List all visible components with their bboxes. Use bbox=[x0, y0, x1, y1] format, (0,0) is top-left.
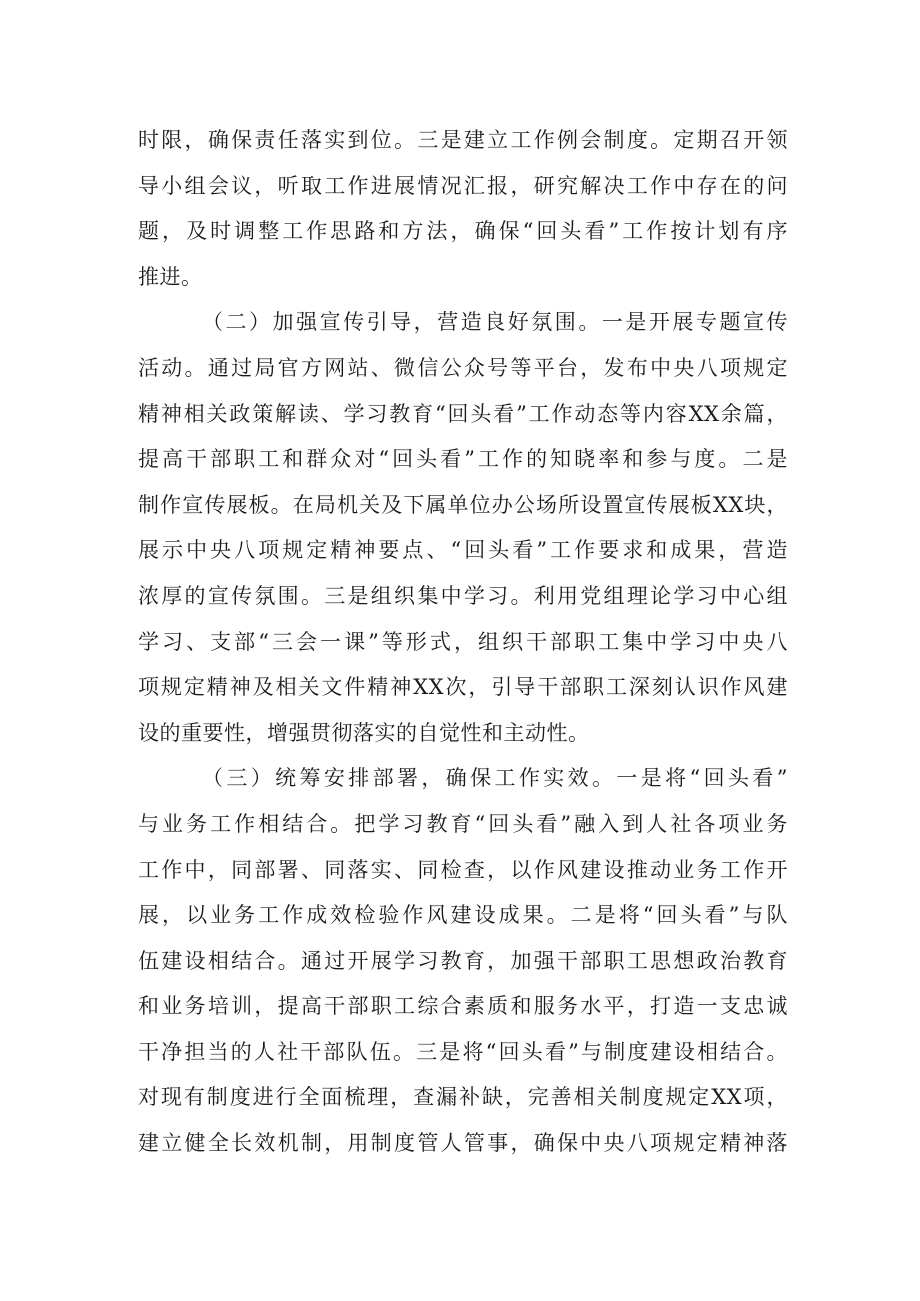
paragraph-line: 浓厚的宣传氛围。三是组织集中学习。利用党组理论学习中心组 bbox=[138, 583, 788, 608]
paragraph-line: 项规定精神及相关文件精神XX次，引导干部职工深刻认识作风建 bbox=[138, 675, 788, 700]
paragraph-line: 推进。 bbox=[138, 264, 203, 289]
paragraph-line: 题，及时调整工作思路和方法，确保“回头看”工作按计划有序 bbox=[138, 219, 788, 244]
paragraph-line: 活动。通过局官方网站、微信公众号等平台，发布中央八项规定 bbox=[138, 355, 788, 380]
paragraph-line: 精神相关政策解读、学习教育“回头看”工作动态等内容XX余篇， bbox=[138, 401, 788, 426]
paragraph-line: 干净担当的人社干部队伍。三是将“回头看”与制度建设相结合。 bbox=[138, 1039, 788, 1064]
paragraph-heading-line: （三）统筹安排部署，确保工作实效。一是将“回头看” bbox=[202, 766, 788, 791]
paragraph-line: 提高干部职工和群众对“回头看”工作的知晓率和参与度。二是 bbox=[138, 447, 788, 472]
paragraph-heading-line: （二）加强宣传引导，营造良好氛围。一是开展专题宣传 bbox=[202, 310, 788, 335]
document-body bbox=[138, 118, 788, 1167]
paragraph-line: 导小组会议，听取工作进展情况汇报，研究解决工作中存在的问 bbox=[138, 173, 788, 198]
paragraph-line: 与业务工作相结合。把学习教育“回头看”融入到人社各项业务 bbox=[138, 811, 788, 836]
paragraph-line: 和业务培训，提高干部职工综合素质和服务水平，打造一支忠诚 bbox=[138, 994, 788, 1019]
paragraph-line: 建立健全长效机制，用制度管人管事，确保中央八项规定精神落 bbox=[138, 1131, 788, 1156]
paragraph-line: 展，以业务工作成效检验作风建设成果。二是将“回头看”与队 bbox=[138, 903, 788, 928]
paragraph-line: 展示中央八项规定精神要点、“回头看”工作要求和成果，营造 bbox=[138, 538, 788, 563]
paragraph-line: 时限，确保责任落实到位。三是建立工作例会制度。定期召开领 bbox=[138, 128, 788, 152]
paragraph-line: 工作中，同部署、同落实、同检查，以作风建设推动业务工作开 bbox=[138, 857, 788, 882]
paragraph-line: 伍建设相结合。通过开展学习教育，加强干部职工思想政治教育 bbox=[138, 948, 788, 973]
paragraph-line: 设的重要性，增强贯彻落实的自觉性和主动性。 bbox=[138, 720, 590, 745]
paragraph-line: 制作宣传展板。在局机关及下属单位办公场所设置宣传展板XX块， bbox=[138, 492, 788, 517]
paragraph-line: 学习、支部“三会一课”等形式，组织干部职工集中学习中央八 bbox=[138, 629, 788, 654]
paragraph-line: 对现有制度进行全面梳理，查漏补缺，完善相关制度规定XX项， bbox=[138, 1085, 788, 1110]
